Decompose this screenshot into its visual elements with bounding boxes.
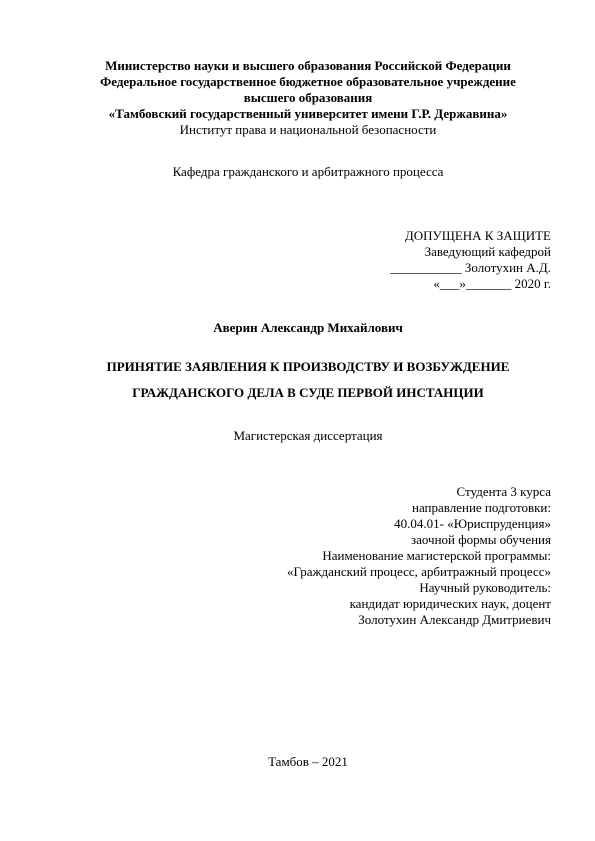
ministry-line: Министерство науки и высшего образования Российской Федерации (105, 58, 511, 73)
approval-block (291, 228, 551, 292)
university-name-line: «Тамбовский государственный университет имени Г.Р. Державина» (108, 106, 508, 121)
university-header (60, 58, 556, 138)
thesis-title (60, 354, 556, 406)
student-course: Студента 3 курса (456, 484, 551, 499)
approval-position: Заведующий кафедрой (424, 244, 551, 259)
study-direction-label: направление подготовки: (411, 500, 551, 515)
department-line: Кафедра гражданского и арбитражного процесса (172, 164, 444, 179)
approval-signature-line: ___________ Золотухин А.Д. (390, 260, 551, 275)
program-value: «Гражданский процесс, арбитражный процесс» (287, 564, 551, 579)
approval-status: ДОПУЩЕНА К ЗАЩИТЕ (404, 228, 551, 243)
institution-type-line: Федеральное государственное бюджетное образовательное учреждение (100, 74, 516, 89)
author-name: Аверин Александр Михайлович (213, 320, 403, 335)
supervisor-degree: кандидат юридических наук, доцент (349, 596, 551, 611)
student-info-block (231, 484, 551, 628)
program-label: Наименование магистерской программы: (322, 548, 551, 563)
education-level-line: высшего образования (243, 90, 373, 105)
institute-line: Институт права и национальной безопасности (179, 122, 437, 137)
supervisor-name: Золотухин Александр Дмитриевич (358, 612, 551, 627)
supervisor-label: Научный руководитель: (419, 580, 551, 595)
thesis-title-line-2: ГРАЖДАНСКОГО ДЕЛА В СУДЕ ПЕРВОЙ ИНСТАНЦИИ (132, 385, 484, 400)
thesis-title-line-1: ПРИНЯТИЕ ЗАЯВЛЕНИЯ К ПРОИЗВОДСТВУ И ВОЗБУЖДЕНИЕ (106, 359, 510, 374)
approval-date-line: «___»_______ 2020 г. (433, 276, 551, 291)
study-form: заочной формы обучения (410, 532, 551, 547)
city-year: Тамбов – 2021 (268, 754, 348, 769)
study-direction-value: 40.04.01- «Юриспруденция» (394, 516, 551, 531)
work-type: Магистерская диссертация (233, 428, 383, 443)
